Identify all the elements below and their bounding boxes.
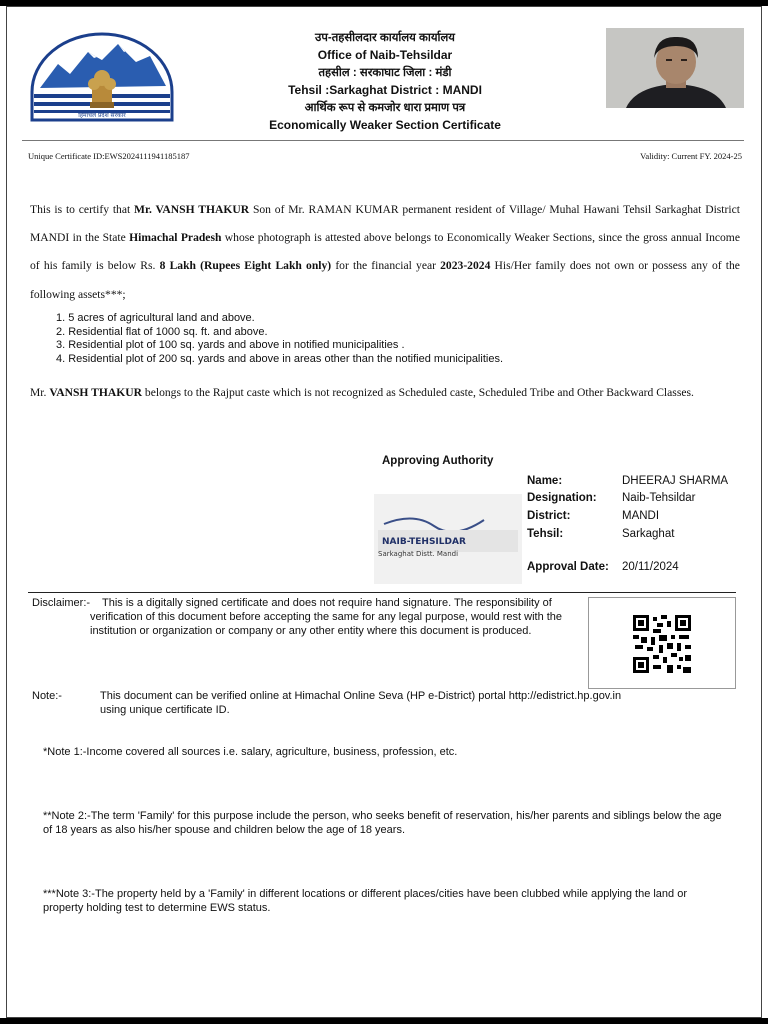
body-assets-text: His/Her family does not own or possess any of the following assets***;	[30, 259, 740, 301]
footnote-2: **Note 2:-The term 'Family' for this purpose include the person, who seeks benefit of reservation, his/her parents and siblings below the age of 18 years as also his/her spouse and children below the age of 18 years.	[43, 810, 722, 836]
office-english: Office of Naib-Tehsildar	[317, 48, 453, 63]
asset-list	[56, 312, 503, 366]
list-item: 3. Residential plot of 100 sq. yards and above in notified municipalities .	[56, 339, 405, 352]
disclaimer-text: This is a digitally signed certificate and does not require hand signature. The responsibility of verification of this document before accepting the same for any legal purpose, would rest with the institution or organization or company or any other entity where this document is produced.	[90, 597, 563, 637]
official-stamp	[374, 494, 522, 584]
stamp-line-1: NAIB-TEHSILDAR	[382, 537, 466, 547]
caste-statement: belongs to the Rajput caste which is not recognized as Scheduled caste, Scheduled Tribe and Other Backward Classes.	[144, 386, 694, 399]
footnote-1: *Note 1:-Income covered all sources i.e. salary, agriculture, business, profession, etc.	[43, 746, 458, 758]
income-limit: 8 Lakh (Rupees Eight Lakh only)	[159, 259, 332, 273]
applicant-name: Mr. VANSH THAKUR	[134, 203, 250, 216]
note-text: This document can be verified online at Himachal Online Seva (HP e-District) portal http://edistrict.hp.gov.in using unique certificate ID.	[100, 690, 622, 716]
state-name: Himachal Pradesh	[129, 231, 222, 245]
logo-text: हिमाचल प्रदेश सरकार	[78, 112, 126, 119]
list-item: 2. Residential flat of 1000 sq. ft. and above.	[56, 325, 268, 338]
bottom-border	[0, 1018, 768, 1024]
certification-paragraph	[30, 196, 740, 309]
tehsil-district-english: Tehsil :Sarkaghat District : MANDI	[288, 83, 482, 98]
authority-district: MANDI	[622, 510, 660, 522]
office-hindi: उप-तहसीलदार कार्यालय कार्यालय	[315, 32, 455, 44]
authority-tehsil: Sarkaghat	[622, 528, 675, 540]
header-divider	[22, 140, 744, 141]
certificate-title-hindi: आर्थिक रूप से कमजोर धारा प्रमाण पत्र	[304, 101, 466, 114]
disclaimer-label: Disclaimer:-	[32, 597, 91, 609]
list-item: 4. Residential plot of 200 sq. yards and above in areas other than the notified municipalities.	[56, 352, 503, 365]
footnote-3: ***Note 3:-The property held by a 'Family' in different locations or different places/cities have been clubbed while applying the land or property holding test to determine EWS status.	[43, 888, 687, 914]
caste-applicant-name: VANSH THAKUR	[49, 386, 143, 399]
hp-government-emblem	[28, 30, 176, 122]
body-income-text: whose photograph is attested above belongs to Economically Weaker Sections, since the gross annual Income of his family is below Rs.	[30, 231, 740, 273]
body-intro: This is to certify that	[30, 203, 131, 216]
qr-code-icon	[589, 598, 735, 688]
qr-code-box[interactable]	[588, 597, 736, 689]
office-header	[200, 30, 570, 134]
body-fy-text: for the financial year	[335, 259, 436, 273]
financial-year: 2023-2024	[440, 259, 491, 273]
authority-name: DHEERAJ SHARMA	[622, 475, 729, 487]
list-item: 1. 5 acres of agricultural land and above.	[56, 312, 255, 324]
approval-date: 20/11/2024	[622, 561, 679, 573]
caste-paragraph	[30, 378, 740, 407]
authority-designation: Naib-Tehsildar	[622, 492, 696, 504]
tehsil-district-hindi: तहसील : सरकाघाट जिला : मंडी	[318, 66, 452, 79]
certificate-id: Unique Certificate ID:EWS2024111941185187	[28, 151, 190, 161]
stamp-line-2: Sarkaghat Distt. Mandi	[378, 550, 459, 558]
validity: Validity: Current FY. 2024-25	[640, 151, 742, 161]
certificate-title-english: Economically Weaker Section Certificate	[269, 118, 501, 133]
applicant-photo	[606, 28, 744, 108]
approving-authority-title: Approving Authority	[382, 455, 494, 467]
caste-prefix: Mr.	[30, 386, 47, 399]
disclaimer-divider	[28, 592, 736, 593]
note-label: Note:-	[32, 690, 62, 702]
body-residence: Son of Mr. RAMAN KUMAR permanent resident of Village/ Muhal Hawani Tehsil Sarkaghat District MANDI in the State	[30, 203, 740, 245]
